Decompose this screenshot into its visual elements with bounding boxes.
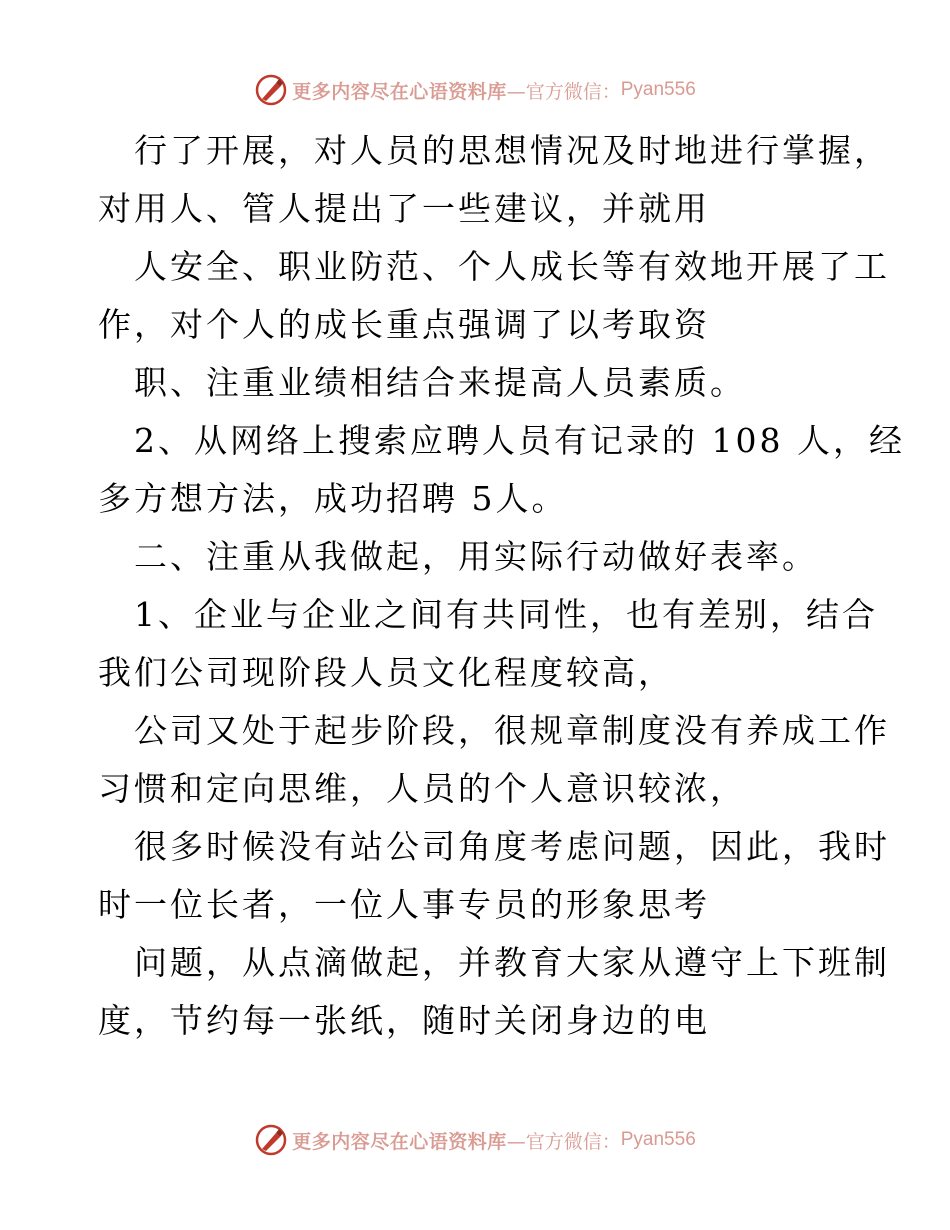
- text-line: 对用人、管人提出了一些建议，并就用: [98, 189, 710, 228]
- footer-banner-text: 更多内容尽在心语资料库: [292, 1130, 507, 1153]
- text-line: 多方想方法，成功招聘 5人。: [98, 479, 568, 518]
- header-banner-sub: —官方微信：: [506, 80, 621, 103]
- text-line: 公司又处于起步阶段，很规章制度没有养成工作: [134, 711, 890, 750]
- text-line: 人安全、职业防范、个人成长等有效地开展了工: [134, 247, 890, 286]
- text-line: 我们公司现阶段人员文化程度较高，: [98, 653, 674, 692]
- text-line: 二、注重从我做起，用实际行动做好表率。: [134, 537, 818, 576]
- text-line: 很多时候没有站公司角度考虑问题，因此，我时: [134, 827, 890, 866]
- text-line: 问题，从点滴做起，并教育大家从遵守上下班制: [134, 943, 890, 982]
- header-watermark: [0, 70, 950, 110]
- text-line: 习惯和定向思维，人员的个人意识较浓，: [98, 769, 746, 808]
- text-line: 行了开展，对人员的思想情况及时地进行掌握，: [134, 131, 890, 170]
- header-banner-text: 更多内容尽在心语资料库: [292, 80, 507, 103]
- text-line: 2、从网络上搜索应聘人员有记录的 108 人，经: [134, 421, 905, 460]
- text-line: 职、注重业绩相结合来提高人员素质。: [134, 363, 746, 402]
- pen-logo-icon: [254, 73, 288, 107]
- document-body: [98, 122, 905, 1050]
- text-line: 时一位长者，一位人事专员的形象思考: [98, 885, 710, 924]
- footer-banner-id: Pyan556: [620, 1129, 696, 1150]
- header-banner-id: Pyan556: [620, 79, 696, 100]
- footer-banner-sub: —官方微信：: [506, 1130, 621, 1153]
- pen-logo-icon: [254, 1123, 288, 1157]
- text-line: 度，节约每一张纸，随时关闭身边的电: [98, 1001, 710, 1040]
- footer-watermark: [0, 1120, 950, 1160]
- text-line: 1、企业与企业之间有共同性，也有差别，结合: [134, 595, 878, 634]
- text-line: 作，对个人的成长重点强调了以考取资: [98, 305, 710, 344]
